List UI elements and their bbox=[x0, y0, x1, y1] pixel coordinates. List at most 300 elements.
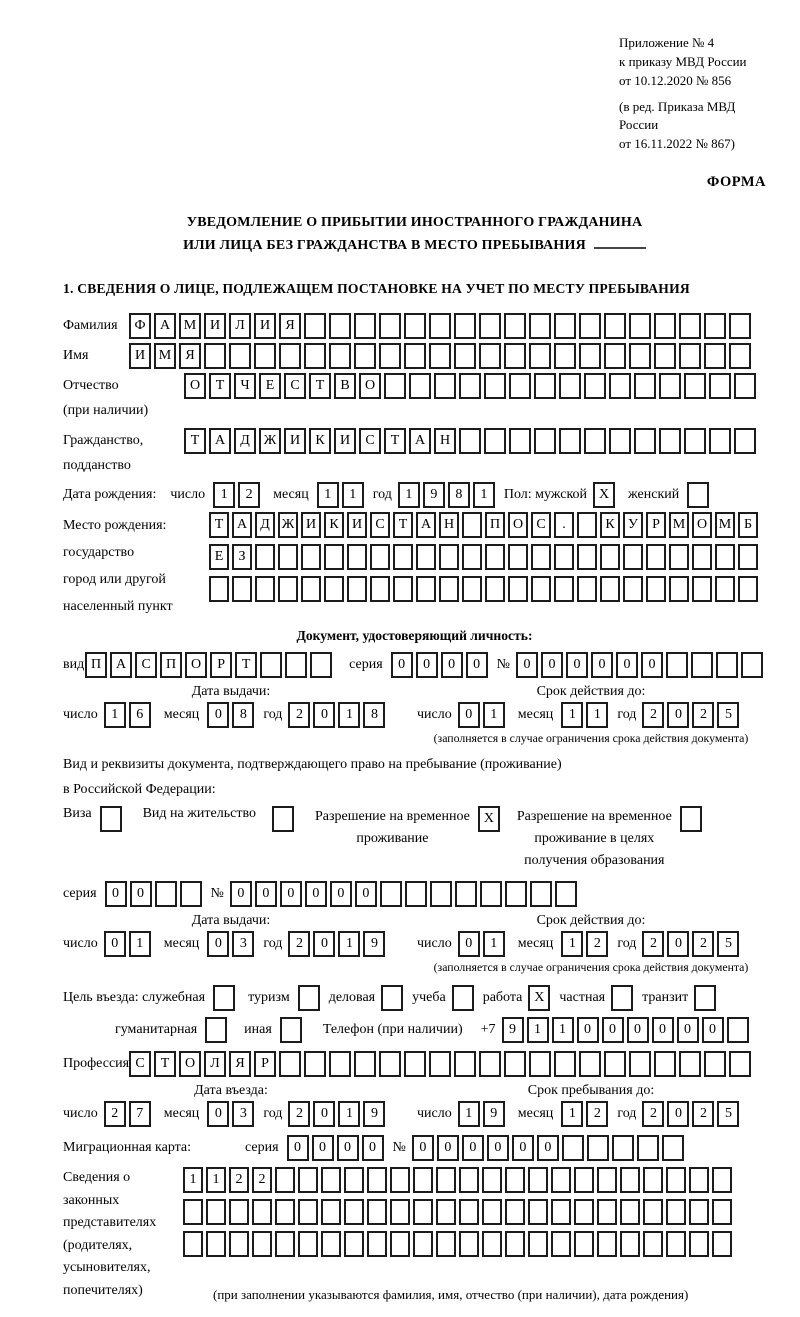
char-box[interactable] bbox=[301, 576, 321, 602]
char-box[interactable] bbox=[579, 343, 601, 369]
char-box[interactable] bbox=[597, 1167, 617, 1193]
char-box[interactable] bbox=[390, 1167, 410, 1193]
char-box[interactable] bbox=[379, 343, 401, 369]
entry-month-boxes[interactable] bbox=[207, 1101, 257, 1127]
res-valid-month-boxes[interactable] bbox=[561, 931, 611, 957]
char-box[interactable] bbox=[704, 313, 726, 339]
representatives-row2-boxes[interactable] bbox=[183, 1199, 735, 1225]
residence-permit-checkbox[interactable] bbox=[272, 806, 297, 832]
birthplace-row1-boxes[interactable] bbox=[209, 512, 761, 538]
char-box[interactable] bbox=[298, 985, 320, 1011]
char-box[interactable]: И bbox=[334, 428, 356, 454]
char-box[interactable]: И bbox=[347, 512, 367, 538]
char-box[interactable] bbox=[528, 1167, 548, 1193]
char-box[interactable] bbox=[577, 576, 597, 602]
char-box[interactable] bbox=[255, 544, 275, 570]
res-number-boxes[interactable] bbox=[230, 881, 580, 907]
char-box[interactable] bbox=[206, 1231, 226, 1257]
char-box[interactable]: М bbox=[715, 512, 735, 538]
char-box[interactable] bbox=[692, 544, 712, 570]
char-box[interactable]: 1 bbox=[586, 702, 608, 728]
char-box[interactable] bbox=[634, 373, 656, 399]
char-box[interactable] bbox=[680, 806, 702, 832]
char-box[interactable] bbox=[662, 1135, 684, 1161]
char-box[interactable]: 1 bbox=[206, 1167, 226, 1193]
char-box[interactable] bbox=[255, 576, 275, 602]
char-box[interactable]: 0 bbox=[337, 1135, 359, 1161]
char-box[interactable]: 0 bbox=[437, 1135, 459, 1161]
mig-series-boxes[interactable] bbox=[287, 1135, 387, 1161]
char-box[interactable]: 1 bbox=[527, 1017, 549, 1043]
char-box[interactable]: 3 bbox=[232, 931, 254, 957]
char-box[interactable]: 2 bbox=[642, 1101, 664, 1127]
char-box[interactable]: 2 bbox=[642, 702, 664, 728]
stay-year-boxes[interactable] bbox=[642, 1101, 742, 1127]
char-box[interactable]: 2 bbox=[229, 1167, 249, 1193]
char-box[interactable] bbox=[579, 313, 601, 339]
char-box[interactable]: С bbox=[531, 512, 551, 538]
char-box[interactable] bbox=[689, 1167, 709, 1193]
char-box[interactable]: 0 bbox=[207, 1101, 229, 1127]
purpose-work-checkbox[interactable] bbox=[528, 985, 553, 1011]
res-issue-year-boxes[interactable] bbox=[288, 931, 388, 957]
char-box[interactable] bbox=[416, 576, 436, 602]
char-box[interactable] bbox=[275, 1231, 295, 1257]
char-box[interactable] bbox=[734, 373, 756, 399]
char-box[interactable] bbox=[459, 1167, 479, 1193]
char-box[interactable] bbox=[367, 1231, 387, 1257]
char-box[interactable]: 1 bbox=[561, 702, 583, 728]
char-box[interactable] bbox=[485, 576, 505, 602]
char-box[interactable]: 2 bbox=[288, 702, 310, 728]
char-box[interactable]: Р bbox=[646, 512, 666, 538]
char-box[interactable] bbox=[206, 1199, 226, 1225]
char-box[interactable]: 0 bbox=[412, 1135, 434, 1161]
char-box[interactable]: 0 bbox=[702, 1017, 724, 1043]
char-box[interactable] bbox=[298, 1167, 318, 1193]
sex-male-checkbox[interactable] bbox=[593, 482, 618, 508]
char-box[interactable]: 0 bbox=[362, 1135, 384, 1161]
char-box[interactable]: М bbox=[179, 313, 201, 339]
char-box[interactable]: 9 bbox=[483, 1101, 505, 1127]
char-box[interactable]: И bbox=[301, 512, 321, 538]
char-box[interactable] bbox=[611, 985, 633, 1011]
char-box[interactable] bbox=[482, 1167, 502, 1193]
char-box[interactable]: 5 bbox=[717, 1101, 739, 1127]
char-box[interactable] bbox=[712, 1199, 732, 1225]
char-box[interactable] bbox=[155, 881, 177, 907]
char-box[interactable] bbox=[324, 544, 344, 570]
char-box[interactable] bbox=[482, 1199, 502, 1225]
name-boxes[interactable] bbox=[129, 343, 754, 369]
char-box[interactable]: 0 bbox=[616, 652, 638, 678]
char-box[interactable]: 1 bbox=[183, 1167, 203, 1193]
char-box[interactable] bbox=[454, 1051, 476, 1077]
char-box[interactable] bbox=[551, 1167, 571, 1193]
char-box[interactable] bbox=[727, 1017, 749, 1043]
char-box[interactable] bbox=[562, 1135, 584, 1161]
char-box[interactable] bbox=[384, 373, 406, 399]
char-box[interactable] bbox=[229, 1231, 249, 1257]
char-box[interactable]: 0 bbox=[458, 702, 480, 728]
char-box[interactable] bbox=[485, 544, 505, 570]
char-box[interactable] bbox=[609, 428, 631, 454]
char-box[interactable]: И bbox=[204, 313, 226, 339]
id-number-boxes[interactable] bbox=[516, 652, 766, 678]
char-box[interactable] bbox=[689, 1199, 709, 1225]
char-box[interactable]: 0 bbox=[627, 1017, 649, 1043]
char-box[interactable]: О bbox=[359, 373, 381, 399]
char-box[interactable] bbox=[620, 1199, 640, 1225]
char-box[interactable] bbox=[555, 881, 577, 907]
surname-boxes[interactable] bbox=[129, 313, 754, 339]
char-box[interactable]: 0 bbox=[487, 1135, 509, 1161]
char-box[interactable] bbox=[741, 652, 763, 678]
char-box[interactable]: 0 bbox=[391, 652, 413, 678]
char-box[interactable]: Р bbox=[210, 652, 232, 678]
patronymic-boxes[interactable] bbox=[184, 373, 759, 399]
char-box[interactable] bbox=[260, 652, 282, 678]
char-box[interactable]: 0 bbox=[537, 1135, 559, 1161]
char-box[interactable]: 1 bbox=[342, 482, 364, 508]
char-box[interactable] bbox=[684, 428, 706, 454]
char-box[interactable] bbox=[379, 313, 401, 339]
char-box[interactable] bbox=[324, 576, 344, 602]
char-box[interactable] bbox=[530, 881, 552, 907]
char-box[interactable]: 2 bbox=[586, 1101, 608, 1127]
char-box[interactable]: Ж bbox=[259, 428, 281, 454]
char-box[interactable]: И bbox=[284, 428, 306, 454]
char-box[interactable] bbox=[462, 544, 482, 570]
char-box[interactable]: Е bbox=[209, 544, 229, 570]
id-issue-day-boxes[interactable] bbox=[104, 702, 154, 728]
char-box[interactable]: 2 bbox=[642, 931, 664, 957]
char-box[interactable]: Б bbox=[738, 512, 758, 538]
char-box[interactable]: 0 bbox=[677, 1017, 699, 1043]
char-box[interactable] bbox=[344, 1231, 364, 1257]
char-box[interactable] bbox=[508, 544, 528, 570]
char-box[interactable] bbox=[479, 1051, 501, 1077]
char-box[interactable] bbox=[689, 1231, 709, 1257]
char-box[interactable] bbox=[600, 576, 620, 602]
char-box[interactable]: 0 bbox=[313, 931, 335, 957]
char-box[interactable]: 8 bbox=[363, 702, 385, 728]
char-box[interactable]: 1 bbox=[561, 1101, 583, 1127]
char-box[interactable]: 0 bbox=[516, 652, 538, 678]
char-box[interactable]: 0 bbox=[641, 652, 663, 678]
char-box[interactable] bbox=[413, 1167, 433, 1193]
char-box[interactable] bbox=[729, 343, 751, 369]
char-box[interactable] bbox=[654, 313, 676, 339]
char-box[interactable] bbox=[434, 373, 456, 399]
char-box[interactable] bbox=[455, 881, 477, 907]
char-box[interactable]: Я bbox=[179, 343, 201, 369]
char-box[interactable] bbox=[100, 806, 122, 832]
char-box[interactable]: 1 bbox=[317, 482, 339, 508]
char-box[interactable] bbox=[679, 343, 701, 369]
char-box[interactable] bbox=[534, 373, 556, 399]
char-box[interactable]: 0 bbox=[230, 881, 252, 907]
sex-female-checkbox[interactable] bbox=[687, 482, 712, 508]
char-box[interactable] bbox=[354, 343, 376, 369]
char-box[interactable] bbox=[554, 1051, 576, 1077]
char-box[interactable]: О bbox=[692, 512, 712, 538]
purpose-other-checkbox[interactable] bbox=[280, 1017, 305, 1043]
res-issue-month-boxes[interactable] bbox=[207, 931, 257, 957]
char-box[interactable]: 2 bbox=[692, 931, 714, 957]
char-box[interactable] bbox=[643, 1199, 663, 1225]
char-box[interactable] bbox=[367, 1167, 387, 1193]
char-box[interactable]: 0 bbox=[280, 881, 302, 907]
char-box[interactable] bbox=[666, 1199, 686, 1225]
char-box[interactable] bbox=[579, 1051, 601, 1077]
char-box[interactable]: 0 bbox=[458, 931, 480, 957]
char-box[interactable] bbox=[479, 313, 501, 339]
char-box[interactable]: 5 bbox=[717, 702, 739, 728]
char-box[interactable] bbox=[183, 1231, 203, 1257]
char-box[interactable] bbox=[252, 1199, 272, 1225]
char-box[interactable] bbox=[694, 985, 716, 1011]
char-box[interactable] bbox=[278, 544, 298, 570]
char-box[interactable]: И bbox=[129, 343, 151, 369]
char-box[interactable] bbox=[301, 544, 321, 570]
char-box[interactable]: О bbox=[179, 1051, 201, 1077]
char-box[interactable] bbox=[691, 652, 713, 678]
char-box[interactable] bbox=[574, 1167, 594, 1193]
char-box[interactable]: 0 bbox=[462, 1135, 484, 1161]
char-box[interactable] bbox=[646, 576, 666, 602]
char-box[interactable]: А bbox=[110, 652, 132, 678]
res-valid-day-boxes[interactable] bbox=[458, 931, 508, 957]
char-box[interactable] bbox=[354, 1051, 376, 1077]
char-box[interactable]: Т bbox=[209, 512, 229, 538]
char-box[interactable]: Р bbox=[254, 1051, 276, 1077]
res-series-boxes[interactable] bbox=[105, 881, 205, 907]
char-box[interactable] bbox=[637, 1135, 659, 1161]
char-box[interactable] bbox=[604, 343, 626, 369]
char-box[interactable]: 3 bbox=[232, 1101, 254, 1127]
char-box[interactable]: 1 bbox=[398, 482, 420, 508]
char-box[interactable] bbox=[285, 652, 307, 678]
char-box[interactable] bbox=[479, 343, 501, 369]
char-box[interactable] bbox=[679, 313, 701, 339]
char-box[interactable] bbox=[666, 1231, 686, 1257]
char-box[interactable] bbox=[344, 1167, 364, 1193]
char-box[interactable] bbox=[654, 343, 676, 369]
char-box[interactable]: 9 bbox=[363, 931, 385, 957]
char-box[interactable]: 0 bbox=[207, 931, 229, 957]
char-box[interactable]: К bbox=[324, 512, 344, 538]
char-box[interactable]: 0 bbox=[652, 1017, 674, 1043]
representatives-row1-boxes[interactable] bbox=[183, 1167, 735, 1193]
char-box[interactable]: 0 bbox=[667, 931, 689, 957]
char-box[interactable]: 1 bbox=[213, 482, 235, 508]
char-box[interactable] bbox=[738, 544, 758, 570]
char-box[interactable] bbox=[666, 652, 688, 678]
char-box[interactable] bbox=[529, 313, 551, 339]
char-box[interactable]: 0 bbox=[255, 881, 277, 907]
char-box[interactable]: 0 bbox=[313, 702, 335, 728]
char-box[interactable]: В bbox=[334, 373, 356, 399]
char-box[interactable] bbox=[252, 1231, 272, 1257]
char-box[interactable] bbox=[738, 576, 758, 602]
char-box[interactable] bbox=[629, 1051, 651, 1077]
char-box[interactable]: 0 bbox=[512, 1135, 534, 1161]
char-box[interactable] bbox=[529, 1051, 551, 1077]
char-box[interactable] bbox=[559, 373, 581, 399]
char-box[interactable] bbox=[279, 343, 301, 369]
mig-number-boxes[interactable] bbox=[412, 1135, 687, 1161]
char-box[interactable] bbox=[304, 313, 326, 339]
char-box[interactable]: С bbox=[284, 373, 306, 399]
char-box[interactable]: О bbox=[184, 373, 206, 399]
char-box[interactable]: С bbox=[135, 652, 157, 678]
char-box[interactable] bbox=[429, 343, 451, 369]
char-box[interactable]: Д bbox=[234, 428, 256, 454]
char-box[interactable] bbox=[554, 313, 576, 339]
purpose-humanitarian-checkbox[interactable] bbox=[205, 1017, 230, 1043]
char-box[interactable] bbox=[505, 1167, 525, 1193]
char-box[interactable] bbox=[534, 428, 556, 454]
char-box[interactable]: 0 bbox=[207, 702, 229, 728]
char-box[interactable] bbox=[509, 373, 531, 399]
char-box[interactable] bbox=[183, 1199, 203, 1225]
char-box[interactable] bbox=[715, 544, 735, 570]
char-box[interactable] bbox=[459, 428, 481, 454]
char-box[interactable]: 0 bbox=[312, 1135, 334, 1161]
char-box[interactable] bbox=[436, 1231, 456, 1257]
char-box[interactable]: 0 bbox=[577, 1017, 599, 1043]
char-box[interactable] bbox=[439, 576, 459, 602]
char-box[interactable] bbox=[459, 1199, 479, 1225]
char-box[interactable] bbox=[528, 1231, 548, 1257]
char-box[interactable]: П bbox=[160, 652, 182, 678]
char-box[interactable]: Е bbox=[259, 373, 281, 399]
char-box[interactable] bbox=[439, 544, 459, 570]
char-box[interactable] bbox=[347, 544, 367, 570]
char-box[interactable] bbox=[404, 313, 426, 339]
char-box[interactable] bbox=[584, 373, 606, 399]
char-box[interactable] bbox=[712, 1231, 732, 1257]
char-box[interactable] bbox=[232, 576, 252, 602]
char-box[interactable] bbox=[344, 1199, 364, 1225]
id-valid-month-boxes[interactable] bbox=[561, 702, 611, 728]
purpose-study-checkbox[interactable] bbox=[452, 985, 477, 1011]
char-box[interactable] bbox=[704, 343, 726, 369]
char-box[interactable]: 0 bbox=[667, 702, 689, 728]
char-box[interactable]: А bbox=[416, 512, 436, 538]
char-box[interactable]: 0 bbox=[466, 652, 488, 678]
char-box[interactable] bbox=[409, 373, 431, 399]
char-box[interactable]: Л bbox=[229, 313, 251, 339]
char-box[interactable] bbox=[715, 576, 735, 602]
char-box[interactable] bbox=[229, 1199, 249, 1225]
char-box[interactable] bbox=[393, 576, 413, 602]
char-box[interactable] bbox=[609, 373, 631, 399]
char-box[interactable] bbox=[709, 428, 731, 454]
char-box[interactable]: 1 bbox=[458, 1101, 480, 1127]
char-box[interactable] bbox=[436, 1199, 456, 1225]
char-box[interactable] bbox=[505, 881, 527, 907]
id-valid-day-boxes[interactable] bbox=[458, 702, 508, 728]
char-box[interactable] bbox=[669, 576, 689, 602]
char-box[interactable]: С bbox=[359, 428, 381, 454]
char-box[interactable]: К bbox=[309, 428, 331, 454]
id-issue-month-boxes[interactable] bbox=[207, 702, 257, 728]
char-box[interactable] bbox=[459, 373, 481, 399]
birth-month-boxes[interactable] bbox=[317, 482, 367, 508]
char-box[interactable] bbox=[623, 544, 643, 570]
char-box[interactable]: 0 bbox=[591, 652, 613, 678]
char-box[interactable] bbox=[712, 1167, 732, 1193]
char-box[interactable] bbox=[574, 1199, 594, 1225]
char-box[interactable] bbox=[205, 1017, 227, 1043]
id-valid-year-boxes[interactable] bbox=[642, 702, 742, 728]
char-box[interactable] bbox=[687, 482, 709, 508]
char-box[interactable] bbox=[430, 881, 452, 907]
stay-day-boxes[interactable] bbox=[458, 1101, 508, 1127]
char-box[interactable] bbox=[275, 1167, 295, 1193]
char-box[interactable]: X bbox=[528, 985, 550, 1011]
char-box[interactable] bbox=[229, 343, 251, 369]
char-box[interactable]: 0 bbox=[416, 652, 438, 678]
char-box[interactable]: 1 bbox=[338, 702, 360, 728]
char-box[interactable]: 9 bbox=[502, 1017, 524, 1043]
char-box[interactable]: Ф bbox=[129, 313, 151, 339]
char-box[interactable]: 2 bbox=[252, 1167, 272, 1193]
char-box[interactable] bbox=[380, 881, 402, 907]
char-box[interactable] bbox=[597, 1231, 617, 1257]
res-issue-day-boxes[interactable] bbox=[104, 931, 154, 957]
char-box[interactable] bbox=[623, 576, 643, 602]
char-box[interactable]: А bbox=[232, 512, 252, 538]
temp-residence-checkbox[interactable] bbox=[478, 806, 503, 832]
char-box[interactable] bbox=[390, 1199, 410, 1225]
char-box[interactable] bbox=[484, 373, 506, 399]
char-box[interactable] bbox=[716, 652, 738, 678]
char-box[interactable] bbox=[280, 1017, 302, 1043]
char-box[interactable] bbox=[404, 343, 426, 369]
birth-day-boxes[interactable] bbox=[213, 482, 263, 508]
char-box[interactable] bbox=[329, 343, 351, 369]
char-box[interactable]: 1 bbox=[129, 931, 151, 957]
char-box[interactable]: З bbox=[232, 544, 252, 570]
char-box[interactable] bbox=[298, 1199, 318, 1225]
char-box[interactable] bbox=[654, 1051, 676, 1077]
char-box[interactable] bbox=[629, 343, 651, 369]
char-box[interactable] bbox=[600, 544, 620, 570]
char-box[interactable]: 1 bbox=[338, 1101, 360, 1127]
char-box[interactable]: К bbox=[600, 512, 620, 538]
char-box[interactable] bbox=[646, 544, 666, 570]
char-box[interactable]: У bbox=[623, 512, 643, 538]
char-box[interactable]: 9 bbox=[423, 482, 445, 508]
char-box[interactable]: Т bbox=[309, 373, 331, 399]
char-box[interactable] bbox=[367, 1199, 387, 1225]
char-box[interactable] bbox=[213, 985, 235, 1011]
char-box[interactable] bbox=[529, 343, 551, 369]
char-box[interactable] bbox=[704, 1051, 726, 1077]
char-box[interactable] bbox=[310, 652, 332, 678]
char-box[interactable] bbox=[393, 544, 413, 570]
char-box[interactable]: X bbox=[478, 806, 500, 832]
char-box[interactable] bbox=[462, 512, 482, 538]
char-box[interactable]: 1 bbox=[104, 702, 126, 728]
char-box[interactable] bbox=[254, 343, 276, 369]
char-box[interactable]: Т bbox=[184, 428, 206, 454]
char-box[interactable] bbox=[329, 1051, 351, 1077]
char-box[interactable] bbox=[272, 806, 294, 832]
